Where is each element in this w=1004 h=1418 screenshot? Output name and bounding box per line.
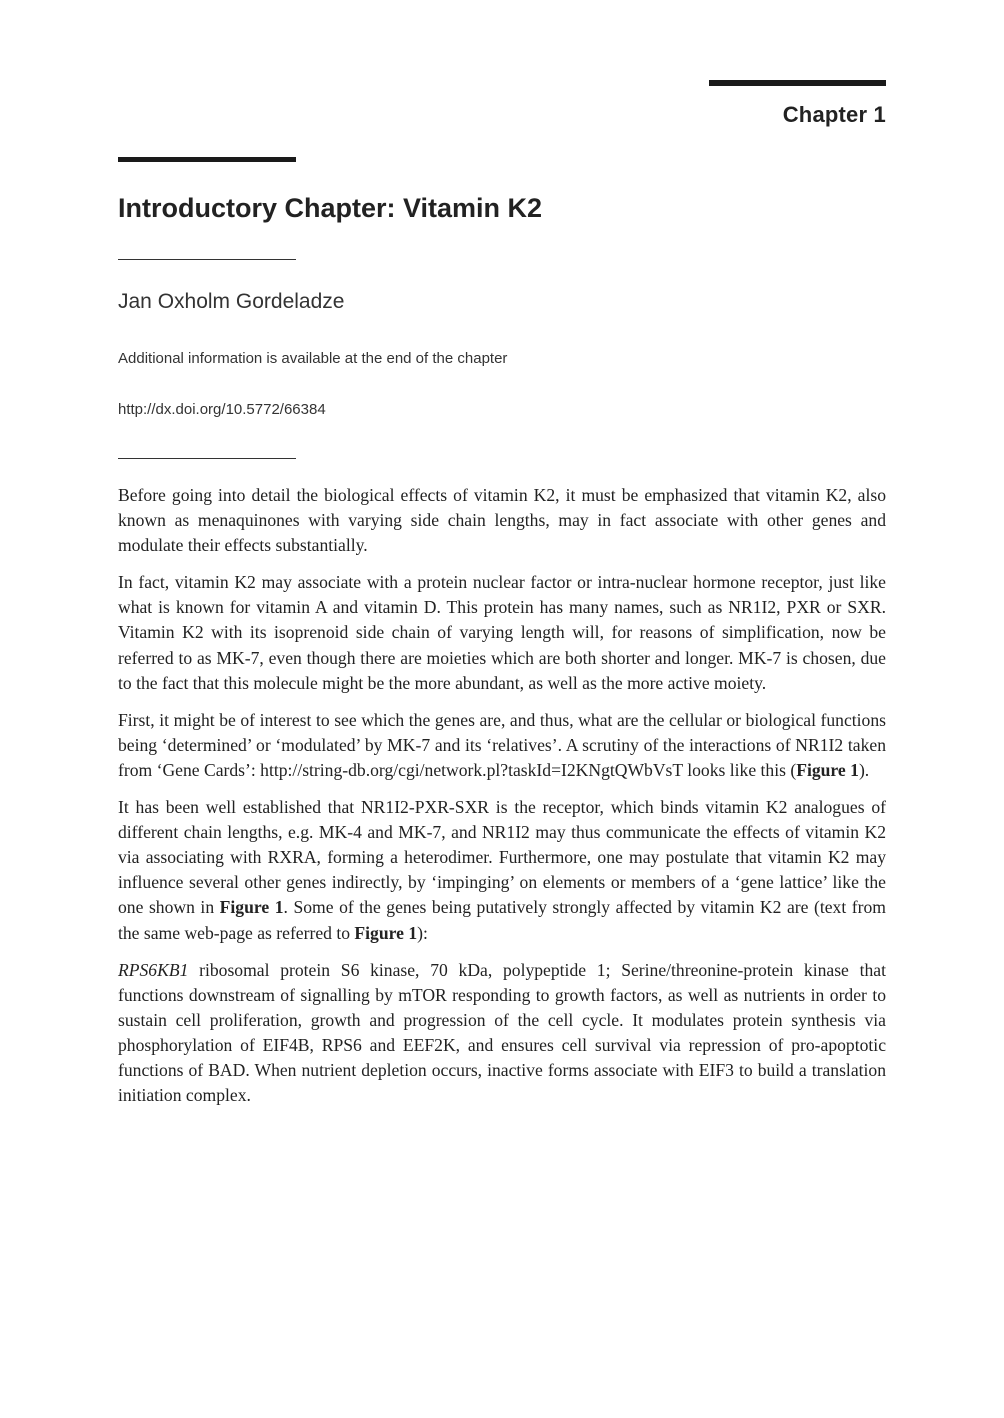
paragraph-3-text: First, it might be of interest to see which the genes are, and thus, what are the cellular or biological functions being ‘determined’ or ‘modulated’ by MK-7 and its ‘relatives’. A scrutiny of the interactions of NR1I2 taken from ‘Gene Cards’: http://string-db.org/cgi/network.pl?taskId=I2KNgtQWbVsT looks like this ( — [118, 709, 886, 780]
paragraph-3 — [118, 708, 886, 783]
paragraph-4-text-end: ): — [417, 922, 428, 943]
body-text — [118, 483, 886, 1120]
divider-bottom — [118, 458, 296, 459]
gene-name: RPS6KB1 — [118, 959, 189, 980]
chapter-label: Chapter 1 — [782, 102, 886, 127]
figure-ref[interactable]: Figure 1 — [354, 922, 418, 943]
figure-ref[interactable]: Figure 1 — [796, 759, 859, 780]
paragraph-3-text-end: ). — [858, 759, 870, 780]
author-name: Jan Oxholm Gordeladze — [118, 290, 345, 313]
figure-ref[interactable]: Figure 1 — [219, 897, 284, 918]
page-title: Introductory Chapter: Vitamin K2 — [118, 193, 543, 223]
paragraph-2: In fact, vitamin K2 may associate with a protein nuclear factor or intra-nuclear hormone receptor, just like what is known for vitamin A and vitamin D. This protein has many names, such as NR1I2, PXR or SXR. Vitamin K2 with its isoprenoid side chain of varying length will, for reasons of simplification, now be referred to as MK-7, even though there are moieties which are both shorter and longer. MK-7 is chosen, due to the fact that this molecule might be the more abundant, as well as the more active moiety. — [118, 572, 886, 693]
additional-info-note: Additional information is available at the end of the chapter — [118, 350, 508, 367]
divider-top — [118, 259, 296, 260]
title-rule — [118, 157, 296, 162]
paragraph-5-text: ribosomal protein S6 kinase, 70 kDa, polypeptide 1; Serine/threonine-protein kinase that functions downstream of signalling by mTOR responding to growth factors, as well as nutrients in order to sustain cell proliferation, growth and progression of the cell cycle. It modulates protein synthesis via phosphorylation of EIF4B, RPS6 and EEF2K, and ensures cell survival via repression of pro-apoptotic functions of BAD. When nutrient depletion occurs, inactive forms associate with EIF3 to build a translation initiation complex. — [118, 959, 886, 1106]
paragraph-4-text: It has been well established that NR1I2-PXR-SXR is the receptor, which binds vitamin K2 analogues of different chain lengths, e.g. MK-4 and MK-7, and NR1I2 may thus communicate the effects of vitamin K2 via associating with RXRA, forming a heterodimer. Furthermore, one may postulate that vitamin K2 may influence several other genes indirectly, by ‘impinging’ on elements or members of a ‘gene lattice’ like the one shown in — [118, 797, 886, 918]
paragraph-1: Before going into detail the biological effects of vitamin K2, it must be emphasized that vitamin K2, also known as menaquinones with varying side chain lengths, may in fact associate with other genes and modulate their effects substantially. — [118, 485, 886, 556]
paragraph-4 — [118, 795, 886, 946]
paragraph-5 — [118, 958, 886, 1109]
doi-link[interactable]: http://dx.doi.org/10.5772/66384 — [118, 401, 326, 418]
paragraph-4-text-mid: . Some of the genes being putatively strongly affected by vitamin K2 are (text from the same web-page as referred to — [118, 897, 886, 943]
chapter-rule — [709, 80, 886, 86]
